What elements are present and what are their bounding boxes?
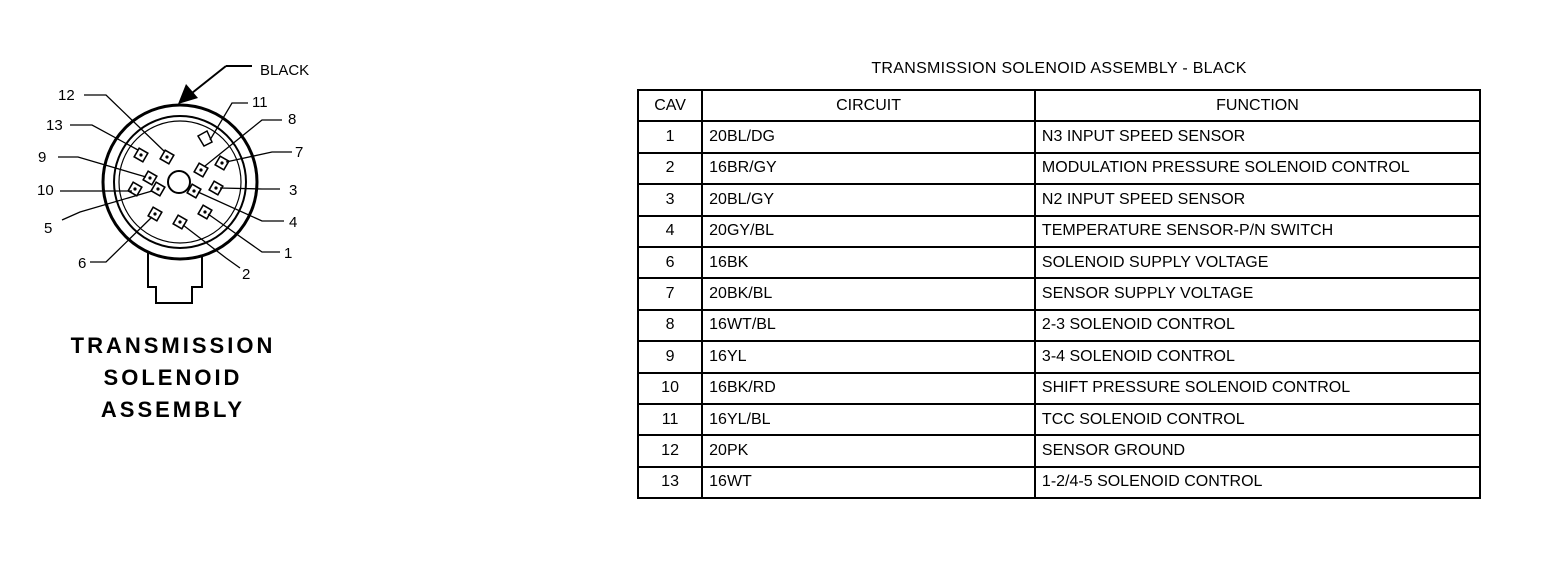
circuit-cell: 16WT/BL	[702, 310, 1035, 341]
table-row	[638, 310, 1480, 341]
table-row	[638, 435, 1480, 466]
table-row	[638, 404, 1480, 435]
pin-label-9: 9	[38, 149, 47, 166]
cav-cell: 1	[638, 121, 702, 152]
function-cell: 1-2/4-5 SOLENOID CONTROL	[1035, 467, 1480, 498]
circuit-cell: 16WT	[702, 467, 1035, 498]
circuit-cell: 16YL	[702, 341, 1035, 372]
pin-label-11: 11	[252, 94, 268, 111]
function-cell: SHIFT PRESSURE SOLENOID CONTROL	[1035, 373, 1480, 404]
color-pointer-arrow	[178, 66, 252, 104]
cav-cell: 8	[638, 310, 702, 341]
pin-label-13: 13	[46, 117, 63, 134]
function-cell: 2-3 SOLENOID CONTROL	[1035, 310, 1480, 341]
circuit-cell: 20GY/BL	[702, 216, 1035, 247]
connector-title	[58, 330, 288, 426]
function-cell: MODULATION PRESSURE SOLENOID CONTROL	[1035, 153, 1480, 184]
cav-cell: 2	[638, 153, 702, 184]
connector-center-post	[168, 171, 190, 193]
table-row	[638, 216, 1480, 247]
circuit-cell: 16YL/BL	[702, 404, 1035, 435]
pin-label-8: 8	[288, 111, 297, 128]
column-header-function: FUNCTION	[1035, 90, 1480, 121]
table-row	[638, 278, 1480, 309]
circuit-cell: 16BK/RD	[702, 373, 1035, 404]
connector-title-line: SOLENOID	[103, 365, 243, 390]
column-header-cav: CAV	[638, 90, 702, 121]
function-cell: SENSOR SUPPLY VOLTAGE	[1035, 278, 1480, 309]
pin-label-3: 3	[289, 182, 298, 199]
pin-label-2: 2	[242, 266, 251, 283]
table-row	[638, 373, 1480, 404]
column-header-circuit: CIRCUIT	[702, 90, 1035, 121]
pin-label-5: 5	[44, 220, 53, 237]
pin-label-7: 7	[295, 144, 304, 161]
connector-title-line: TRANSMISSION	[70, 333, 276, 358]
function-cell: TEMPERATURE SENSOR-P/N SWITCH	[1035, 216, 1480, 247]
function-cell: SOLENOID SUPPLY VOLTAGE	[1035, 247, 1480, 278]
table-row	[638, 467, 1480, 498]
cav-cell: 6	[638, 247, 702, 278]
pinout-table	[637, 89, 1481, 499]
pin-label-12: 12	[58, 87, 75, 104]
pin-label-1: 1	[284, 245, 293, 262]
pin-label-10: 10	[37, 182, 54, 199]
table-row	[638, 184, 1480, 215]
function-cell: N2 INPUT SPEED SENSOR	[1035, 184, 1480, 215]
table-row	[638, 121, 1480, 152]
function-cell: TCC SOLENOID CONTROL	[1035, 404, 1480, 435]
circuit-cell: 16BR/GY	[702, 153, 1035, 184]
circuit-cell: 20BL/GY	[702, 184, 1035, 215]
circuit-cell: 16BK	[702, 247, 1035, 278]
cav-cell: 13	[638, 467, 702, 498]
circuit-cell: 20PK	[702, 435, 1035, 466]
cav-cell: 4	[638, 216, 702, 247]
function-cell: N3 INPUT SPEED SENSOR	[1035, 121, 1480, 152]
table-row	[638, 153, 1480, 184]
cav-cell: 11	[638, 404, 702, 435]
function-cell: 3-4 SOLENOID CONTROL	[1035, 341, 1480, 372]
cav-cell: 12	[638, 435, 702, 466]
connector-color-label: BLACK	[260, 62, 310, 79]
connector-diagram	[0, 0, 340, 320]
circuit-cell: 20BK/BL	[702, 278, 1035, 309]
cav-cell: 9	[638, 341, 702, 372]
table-title: TRANSMISSION SOLENOID ASSEMBLY - BLACK	[871, 60, 1247, 77]
table-row	[638, 247, 1480, 278]
pin-label-4: 4	[289, 214, 298, 231]
cav-cell: 10	[638, 373, 702, 404]
connector-title-line: ASSEMBLY	[100, 397, 246, 422]
cav-cell: 7	[638, 278, 702, 309]
circuit-cell: 20BL/DG	[702, 121, 1035, 152]
function-cell: SENSOR GROUND	[1035, 435, 1480, 466]
table-row	[638, 341, 1480, 372]
table-header-row	[638, 90, 1480, 121]
pin-label-6: 6	[78, 255, 87, 272]
cav-cell: 3	[638, 184, 702, 215]
